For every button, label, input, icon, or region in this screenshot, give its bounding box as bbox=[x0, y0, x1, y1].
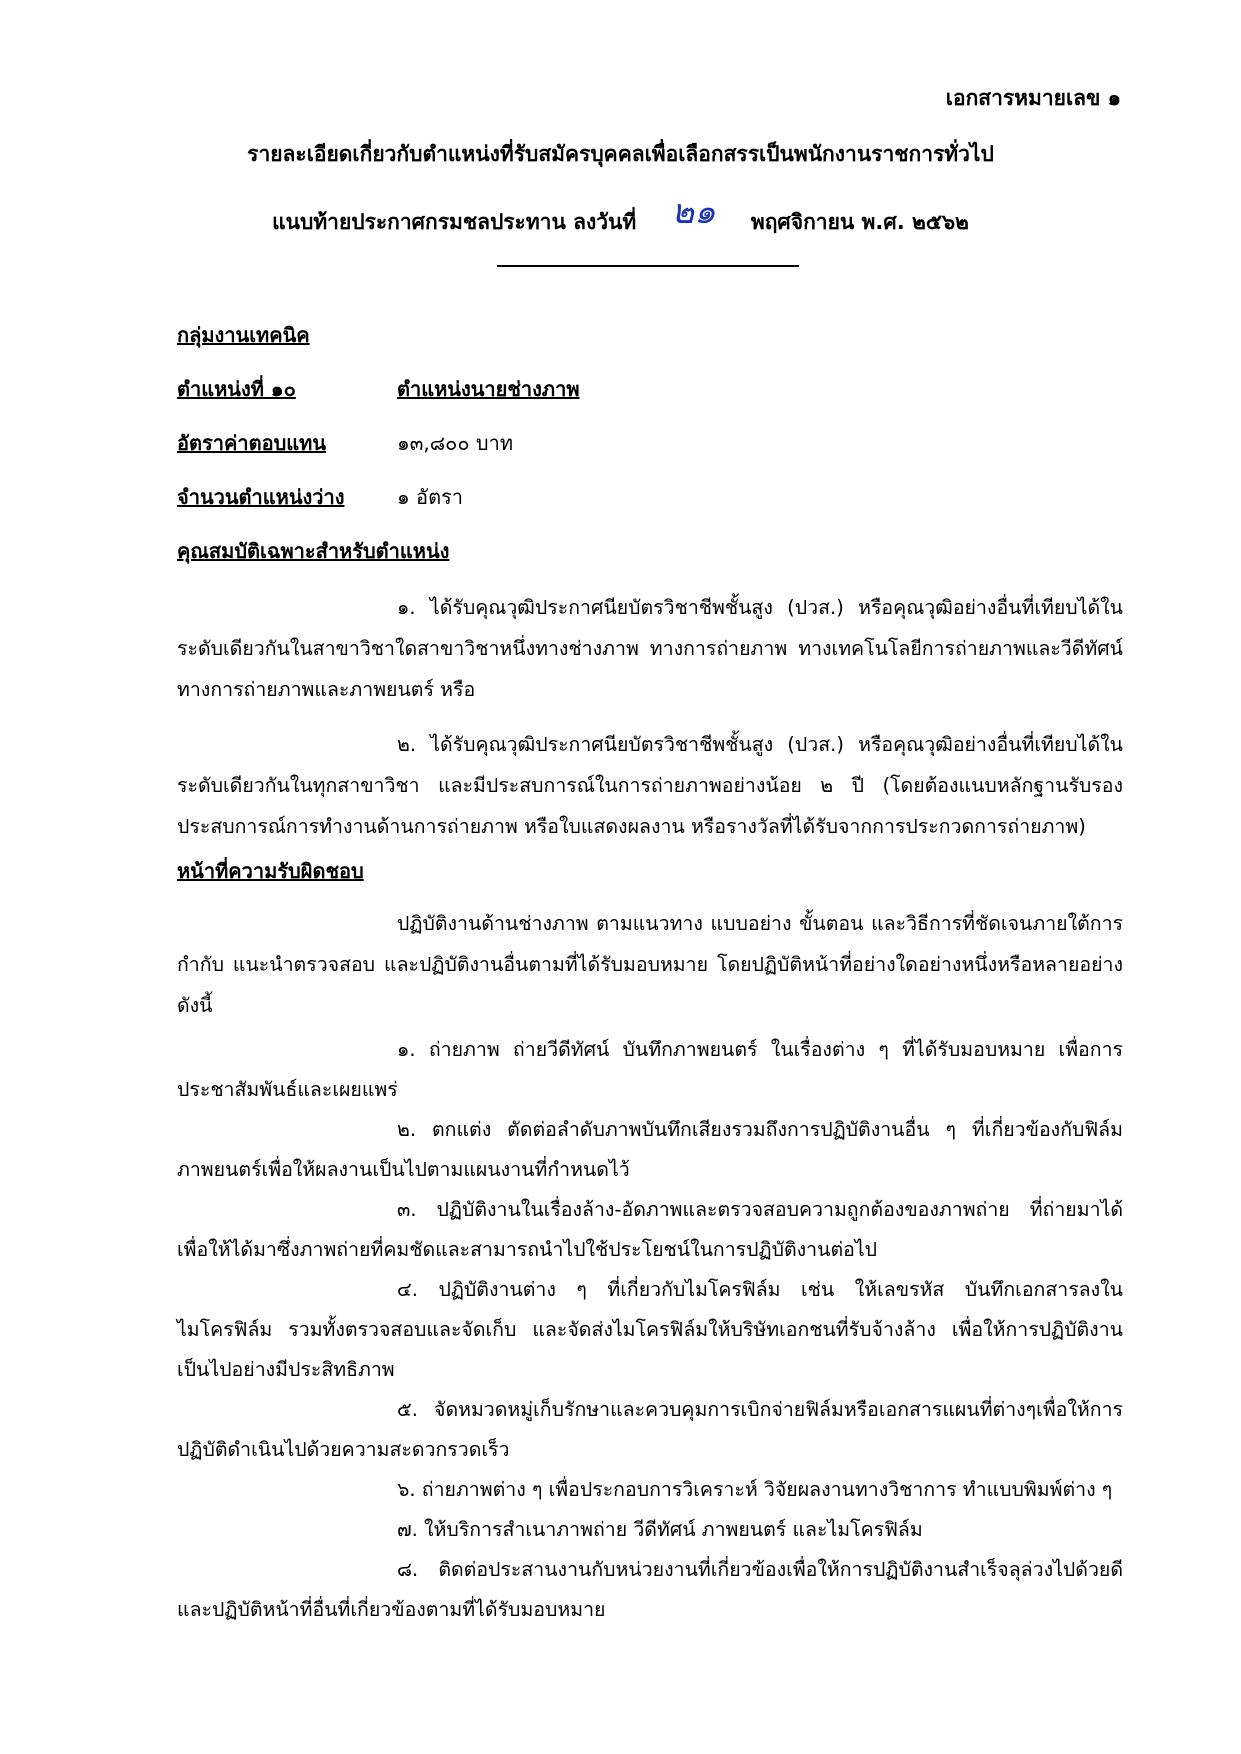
salary-row bbox=[177, 433, 1123, 487]
document-number: เอกสารหมายเลข ๑ bbox=[945, 86, 1121, 110]
duties-intro: ปฏิบัติงานด้านช่างภาพ ตามแนวทาง แบบอย่าง ขั้นตอน และวิธีการที่ชัดเจนภายใต้การกำกับ แนะนำตรวจสอบ และปฏิบัติงานอื่นตามที่ได้รับมอบหมาย โดยปฏิบัติหน้าที่อย่างใดอย่างหนึ่งหรือหลายอย่าง ดังนี้ bbox=[177, 912, 1123, 1017]
salary-label: อัตราค่าตอบแทน bbox=[177, 431, 327, 455]
announcement-date-line bbox=[0, 190, 1241, 244]
duty-item: ๖. ถ่ายภาพต่าง ๆ เพื่อประกอบการวิเคราะห์ วิจัยผลงานทางวิชาการ ทำแบบพิมพ์ต่าง ๆ bbox=[397, 1478, 1113, 1501]
qualifications-heading: คุณสมบัติเฉพาะสำหรับตำแหน่ง bbox=[177, 539, 450, 563]
handwritten-day: ๒๑ bbox=[671, 192, 716, 232]
position-number: ตำแหน่งที่ ๑๐ bbox=[177, 377, 296, 401]
vacancy-row bbox=[177, 487, 1123, 541]
document-body bbox=[177, 325, 1123, 1630]
title-divider bbox=[497, 265, 799, 267]
qualification-item: ๒. ได้รับคุณวุฒิประกาศนียบัตรวิชาชีพชั้นสูง (ปวส.) หรือคุณวุฒิอย่างอื่นที่เทียบได้ในระดับเดียวกันในทุกสาขาวิชา และมีประสบการณ์ในการถ่ายภาพอย่างน้อย ๒ ปี (โดยต้องแนบหลักฐานรับรองประสบการณ์การทำงานด้านการถ่ายภาพ หรือใบแสดงผลงาน หรือรางวัลที่ได้รับจากการประกวดการถ่ายภาพ) bbox=[177, 733, 1123, 838]
position-row bbox=[177, 379, 1123, 433]
date-line-suffix: พฤศจิกายน พ.ศ. ๒๕๖๒ bbox=[750, 210, 969, 234]
salary-value: ๑๓,๘๐๐ บาท bbox=[397, 431, 514, 455]
duty-item: ๘. ติดต่อประสานงานกับหน่วยงานที่เกี่ยวข้องเพื่อให้การปฏิบัติงานสำเร็จลุล่วงไปด้วยดี และปฏิบัติหน้าที่อื่นที่เกี่ยวข้องตามที่ได้รับมอบหมาย bbox=[177, 1558, 1123, 1621]
vacancy-label: จำนวนตำแหน่งว่าง bbox=[177, 485, 345, 509]
vacancy-value: ๑ อัตรา bbox=[397, 485, 464, 509]
position-name: ตำแหน่งนายช่างภาพ bbox=[397, 377, 580, 401]
duty-item: ๓. ปฏิบัติงานในเรื่องล้าง-อัดภาพและตรวจสอบความถูกต้องของภาพถ่าย ที่ถ่ายมาได้เพื่อให้ได้มาซึ่งภาพถ่ายที่คมชัดและสามารถนำไปใช้ประโยชน์ในการปฏิบัติงานต่อไป bbox=[177, 1198, 1123, 1261]
qualification-item: ๑. ได้รับคุณวุฒิประกาศนียบัตรวิชาชีพชั้นสูง (ปวส.) หรือคุณวุฒิอย่างอื่นที่เทียบได้ในระดับเดียวกันในสาขาวิชาใดสาขาวิชาหนึ่งทางช่างภาพ ทางการถ่ายภาพ ทางเทคโนโลยีการถ่ายภาพและวีดีทัศน์ ทางการถ่ายภาพและภาพยนตร์ หรือ bbox=[177, 596, 1123, 701]
duty-item: ๔. ปฏิบัติงานต่าง ๆ ที่เกี่ยวกับไมโครฟิล์ม เช่น ให้เลขรหัส บันทึกเอกสารลงในไมโครฟิล์ม รวมทั้งตรวจสอบและจัดเก็บ และจัดส่งไมโครฟิล์มให้บริษัทเอกชนที่รับจ้างล้าง เพื่อให้การปฏิบัติงานเป็นไปอย่างมีประสิทธิภาพ bbox=[177, 1278, 1123, 1381]
duty-item: ๑. ถ่ายภาพ ถ่ายวีดีทัศน์ บันทึกภาพยนตร์ ในเรื่องต่าง ๆ ที่ได้รับมอบหมาย เพื่อการประชาสัมพันธ์และเผยแพร่ bbox=[177, 1038, 1123, 1101]
duties-heading: หน้าที่ความรับผิดชอบ bbox=[177, 859, 364, 883]
duty-item: ๒. ตกแต่ง ตัดต่อลำดับภาพบันทึกเสียงรวมถึงการปฏิบัติงานอื่น ๆ ที่เกี่ยวข้องกับฟิล์มภาพยนตร์เพื่อให้ผลงานเป็นไปตามแผนงานที่กำหนดไว้ bbox=[177, 1118, 1123, 1181]
date-line-prefix: แนบท้ายประกาศกรมชลประทาน ลงวันที่ bbox=[272, 210, 637, 234]
duty-item: ๗. ให้บริการสำเนาภาพถ่าย วีดีทัศน์ ภาพยนตร์ และไมโครฟิล์ม bbox=[397, 1518, 923, 1541]
group-heading: กลุ่มงานเทคนิค bbox=[177, 323, 310, 347]
document-title: รายละเอียดเกี่ยวกับตำแหน่งที่รับสมัครบุคคลเพื่อเลือกสรรเป็นพนักงานราชการทั่วไป bbox=[247, 142, 994, 166]
duty-item: ๕. จัดหมวดหมู่เก็บรักษาและควบคุมการเบิกจ่ายฟิล์มหรือเอกสารแผนที่ต่างๆเพื่อให้การปฏิบัติดำเนินไปด้วยความสะดวกรวดเร็ว bbox=[177, 1398, 1123, 1461]
